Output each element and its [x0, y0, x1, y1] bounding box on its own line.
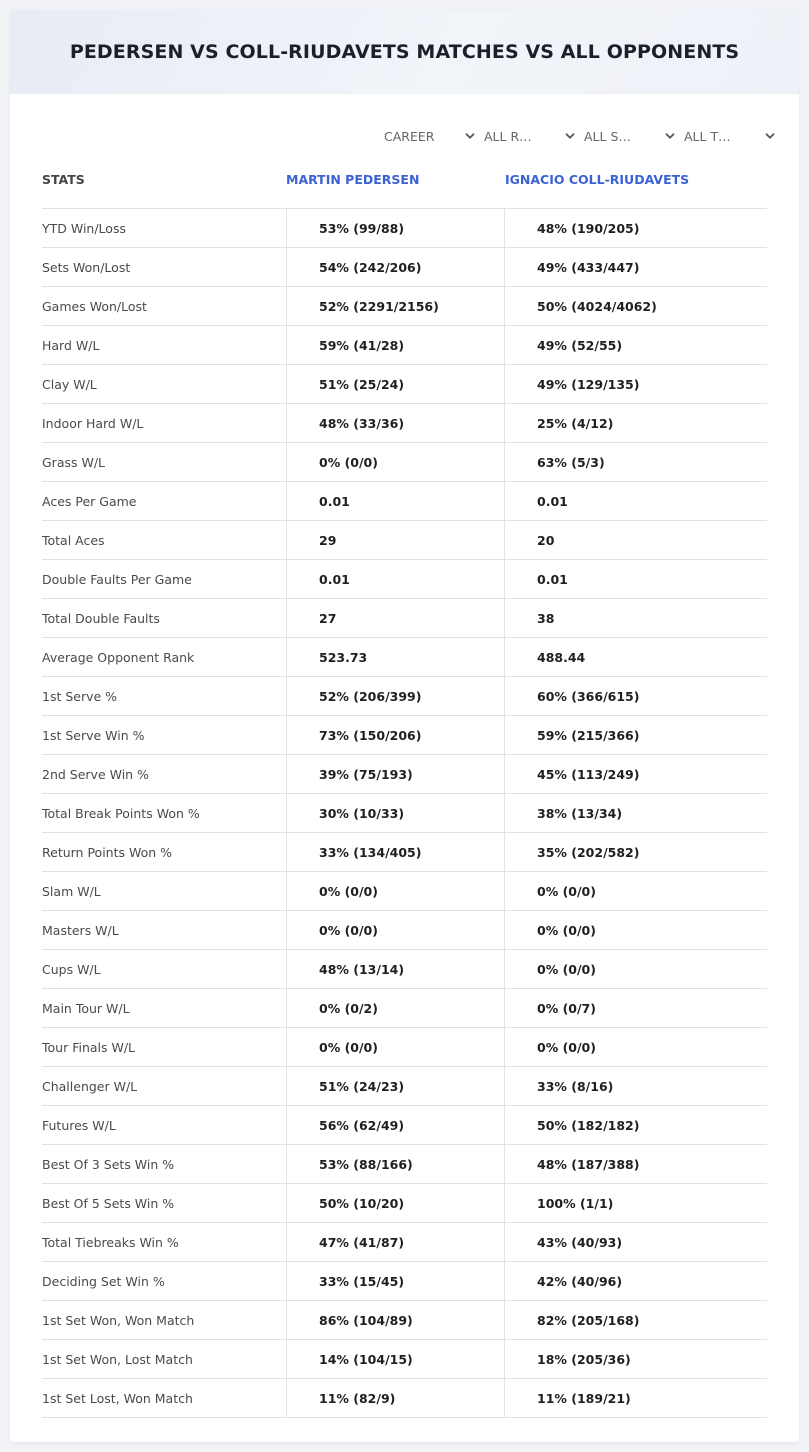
- player1-value: 51% (25/24): [286, 365, 504, 403]
- stat-label: Aces Per Game: [42, 493, 137, 509]
- player2-value: 42% (40/96): [504, 1262, 767, 1300]
- stat-label: Tour Finals W/L: [42, 1039, 136, 1055]
- table-row: [42, 755, 767, 794]
- player1-value: 30% (10/33): [286, 794, 504, 832]
- stats-table-body: [42, 209, 767, 1418]
- table-row: [42, 989, 767, 1028]
- player1-value: 47% (41/87): [286, 1223, 504, 1261]
- stat-label: Total Aces: [42, 532, 105, 548]
- table-row: [42, 326, 767, 365]
- filter-label: ALL T…: [684, 128, 731, 144]
- player2-value: 0% (0/0): [504, 1028, 767, 1066]
- player2-value: 45% (113/249): [504, 755, 767, 793]
- stat-label: 2nd Serve Win %: [42, 766, 149, 782]
- table-row: [42, 1340, 767, 1379]
- player1-value: 0% (0/2): [286, 989, 504, 1027]
- table-row: [42, 716, 767, 755]
- player2-value: 48% (190/205): [504, 209, 767, 247]
- player1-value: 53% (99/88): [286, 209, 504, 247]
- stat-label: Best Of 3 Sets Win %: [42, 1156, 175, 1172]
- stat-label: Challenger W/L: [42, 1078, 138, 1094]
- player2-value: 38: [504, 599, 767, 637]
- stat-label: 1st Serve %: [42, 688, 118, 704]
- player1-value: 33% (15/45): [286, 1262, 504, 1300]
- stat-label: Grass W/L: [42, 454, 106, 470]
- stat-label: Indoor Hard W/L: [42, 415, 144, 431]
- table-row: [42, 1301, 767, 1340]
- player2-value: 11% (189/21): [504, 1379, 767, 1417]
- stat-label: Deciding Set Win %: [42, 1273, 165, 1289]
- stat-label: Futures W/L: [42, 1117, 116, 1133]
- stat-label: Average Opponent Rank: [42, 649, 195, 665]
- filter-label: ALL R…: [484, 128, 532, 144]
- player1-value: 52% (206/399): [286, 677, 504, 715]
- table-row: [42, 365, 767, 404]
- player2-value: 48% (187/388): [504, 1145, 767, 1183]
- stat-label: Main Tour W/L: [42, 1000, 130, 1016]
- table-row: [42, 560, 767, 599]
- table-row: [42, 443, 767, 482]
- player1-value: 51% (24/23): [286, 1067, 504, 1105]
- chevron-down-icon: [664, 130, 676, 142]
- player1-value: 27: [286, 599, 504, 637]
- player1-value: 11% (82/9): [286, 1379, 504, 1417]
- player2-value: 20: [504, 521, 767, 559]
- table-row: [42, 833, 767, 872]
- stat-label: Total Double Faults: [42, 610, 160, 626]
- table-row: [42, 1379, 767, 1418]
- stat-label: Total Break Points Won %: [42, 805, 200, 821]
- player1-value: 0% (0/0): [286, 443, 504, 481]
- stat-label: 1st Serve Win %: [42, 727, 145, 743]
- player2-value: 0% (0/0): [504, 950, 767, 988]
- tournaments-filter-dropdown[interactable]: [680, 126, 780, 146]
- stat-label: Return Points Won %: [42, 844, 173, 860]
- player1-value: 50% (10/20): [286, 1184, 504, 1222]
- table-row: [42, 911, 767, 950]
- player2-value: 0% (0/0): [504, 911, 767, 949]
- table-row: [42, 677, 767, 716]
- table-row: [42, 794, 767, 833]
- player1-value: 0.01: [286, 560, 504, 598]
- header-player1-link[interactable]: MARTIN PEDERSEN: [286, 172, 420, 187]
- player1-value: 0% (0/0): [286, 911, 504, 949]
- table-row: [42, 1262, 767, 1301]
- player2-value: 35% (202/582): [504, 833, 767, 871]
- player1-value: 0% (0/0): [286, 872, 504, 910]
- filter-bar: [380, 126, 780, 146]
- player1-value: 86% (104/89): [286, 1301, 504, 1339]
- player1-value: 53% (88/166): [286, 1145, 504, 1183]
- player2-value: 18% (205/36): [504, 1340, 767, 1378]
- table-row: [42, 1067, 767, 1106]
- stat-label: 1st Set Won, Won Match: [42, 1312, 195, 1328]
- table-row: [42, 248, 767, 287]
- player1-value: 33% (134/405): [286, 833, 504, 871]
- stat-label: Masters W/L: [42, 922, 119, 938]
- player1-value: 54% (242/206): [286, 248, 504, 286]
- table-row: [42, 1145, 767, 1184]
- player2-value: 49% (433/447): [504, 248, 767, 286]
- player2-value: 488.44: [504, 638, 767, 676]
- player2-value: 38% (13/34): [504, 794, 767, 832]
- player1-value: 56% (62/49): [286, 1106, 504, 1144]
- stat-label: Total Tiebreaks Win %: [42, 1234, 179, 1250]
- table-row: [42, 872, 767, 911]
- player2-value: 50% (182/182): [504, 1106, 767, 1144]
- player2-value: 33% (8/16): [504, 1067, 767, 1105]
- table-row: [42, 209, 767, 248]
- player2-value: 49% (52/55): [504, 326, 767, 364]
- player2-value: 0% (0/0): [504, 872, 767, 910]
- table-row: [42, 404, 767, 443]
- stat-label: Slam W/L: [42, 883, 101, 899]
- player2-value: 0.01: [504, 482, 767, 520]
- stats-card: [10, 10, 799, 1442]
- player2-value: 0.01: [504, 560, 767, 598]
- player1-value: 0% (0/0): [286, 1028, 504, 1066]
- player1-value: 48% (33/36): [286, 404, 504, 442]
- stat-label: Double Faults Per Game: [42, 571, 192, 587]
- table-row: [42, 287, 767, 326]
- player2-value: 100% (1/1): [504, 1184, 767, 1222]
- chevron-down-icon: [464, 130, 476, 142]
- header-player2-link[interactable]: IGNACIO COLL-RIUDAVETS: [505, 172, 690, 187]
- header-stats: STATS: [42, 172, 85, 187]
- page-header: [10, 10, 799, 94]
- stat-label: Cups W/L: [42, 961, 101, 977]
- stat-label: Games Won/Lost: [42, 298, 147, 314]
- player2-value: 60% (366/615): [504, 677, 767, 715]
- player1-value: 59% (41/28): [286, 326, 504, 364]
- player1-value: 52% (2291/2156): [286, 287, 504, 325]
- table-row: [42, 638, 767, 677]
- chevron-down-icon: [764, 130, 776, 142]
- page-title: PEDERSEN VS COLL-RIUDAVETS MATCHES VS ALL OPPONENTS: [69, 41, 740, 63]
- table-row: [42, 599, 767, 638]
- player1-value: 29: [286, 521, 504, 559]
- player2-value: 59% (215/366): [504, 716, 767, 754]
- stat-label: Best Of 5 Sets Win %: [42, 1195, 175, 1211]
- stat-label: YTD Win/Loss: [42, 220, 126, 236]
- table-row: [42, 1223, 767, 1262]
- rounds-filter-dropdown[interactable]: [480, 126, 580, 146]
- player2-value: 0% (0/7): [504, 989, 767, 1027]
- player1-value: 0.01: [286, 482, 504, 520]
- table-row: [42, 482, 767, 521]
- stat-label: Sets Won/Lost: [42, 259, 131, 275]
- table-header: [42, 170, 767, 209]
- player1-value: 39% (75/193): [286, 755, 504, 793]
- table-row: [42, 521, 767, 560]
- player2-value: 63% (5/3): [504, 443, 767, 481]
- player2-value: 25% (4/12): [504, 404, 767, 442]
- player2-value: 43% (40/93): [504, 1223, 767, 1261]
- player2-value: 49% (129/135): [504, 365, 767, 403]
- surfaces-filter-dropdown[interactable]: [580, 126, 680, 146]
- table-row: [42, 950, 767, 989]
- stat-label: Clay W/L: [42, 376, 97, 392]
- table-row: [42, 1028, 767, 1067]
- table-row: [42, 1106, 767, 1145]
- filter-label: ALL S…: [584, 128, 631, 144]
- player1-value: 14% (104/15): [286, 1340, 504, 1378]
- player1-value: 523.73: [286, 638, 504, 676]
- stat-label: 1st Set Won, Lost Match: [42, 1351, 193, 1367]
- career-filter-dropdown[interactable]: [380, 126, 480, 146]
- player1-value: 73% (150/206): [286, 716, 504, 754]
- filter-label: CAREER: [384, 128, 435, 144]
- player2-value: 50% (4024/4062): [504, 287, 767, 325]
- stat-label: Hard W/L: [42, 337, 100, 353]
- table-row: [42, 1184, 767, 1223]
- player1-value: 48% (13/14): [286, 950, 504, 988]
- player2-value: 82% (205/168): [504, 1301, 767, 1339]
- stat-label: 1st Set Lost, Won Match: [42, 1390, 193, 1406]
- chevron-down-icon: [564, 130, 576, 142]
